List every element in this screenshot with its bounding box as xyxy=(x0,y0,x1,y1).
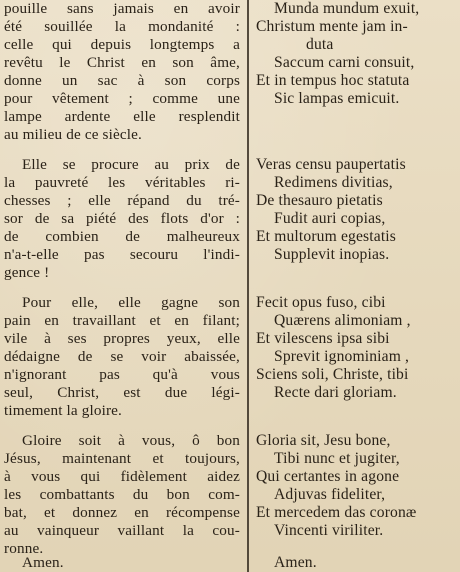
latin-line: Tibi nunc et jugiter, xyxy=(274,450,400,467)
latin-line: Sprevit ignominiam , xyxy=(274,348,410,365)
latin-line: Redimens divitias, xyxy=(274,174,393,191)
french-line: timement la gloire. xyxy=(4,402,122,419)
latin-amen: Amen. xyxy=(274,554,317,571)
latin-line: Fudit auri copias, xyxy=(274,210,386,227)
latin-line: Et mercedem das coronæ xyxy=(256,504,417,521)
latin-line: Et in tempus hoc statuta xyxy=(256,72,410,89)
french-line: de combien de malheureux xyxy=(4,228,240,245)
latin-line: Veras censu paupertatis xyxy=(256,156,406,173)
french-line: pouille sans jamais en avoir xyxy=(4,0,240,17)
latin-line: Recte dari gloriam. xyxy=(274,384,397,401)
french-line: au vainqueur vaillant la cou- xyxy=(4,522,240,539)
latin-line: Sic lampas emicuit. xyxy=(274,90,400,107)
latin-line: Gloria sit, Jesu bone, xyxy=(256,432,391,449)
french-line: ronne. xyxy=(4,540,44,557)
latin-line: Et multorum egestatis xyxy=(256,228,397,245)
french-line: sor de sa piété des flots d'or : xyxy=(4,210,240,227)
french-line: pour vêtement ; comme une xyxy=(4,90,240,107)
latin-line: Adjuvas fideliter, xyxy=(274,486,386,503)
french-line: les combattants du bon com- xyxy=(4,486,240,503)
french-line: bat, et donnez en récompense xyxy=(4,504,240,521)
french-line: Jésus, maintenant et toujours, xyxy=(4,450,240,467)
french-line: été souillée la mondanité : xyxy=(4,18,240,35)
latin-line: Saccum carni consuit, xyxy=(274,54,415,71)
latin-line: De thesauro pietatis xyxy=(256,192,383,209)
french-line: dédaigne de se voir abaissée, xyxy=(4,348,240,365)
french-line: au milieu de ce siècle. xyxy=(4,126,142,143)
french-line: Elle se procure au prix de xyxy=(22,156,240,173)
french-line: n'ignorant pas qu'à vous xyxy=(4,366,240,383)
french-line: donne un sac à son corps xyxy=(4,72,240,89)
latin-line: Qui certantes in agone xyxy=(256,468,400,485)
latin-line: Et vilescens ipsa sibi xyxy=(256,330,390,347)
french-line: n'a-t-elle pas secouru l'indi- xyxy=(4,246,240,263)
french-line: seul, Christ, est due légi- xyxy=(4,384,240,401)
french-line: Pour elle, elle gagne son xyxy=(22,294,240,311)
french-line: gence ! xyxy=(4,264,50,281)
latin-line: Quærens alimoniam , xyxy=(274,312,411,329)
latin-line: duta xyxy=(306,36,334,53)
latin-line: Munda mundum exuit, xyxy=(274,0,420,17)
french-line: pain en travaillant et en filant; xyxy=(4,312,240,329)
latin-line: Supplevit inopias. xyxy=(274,246,390,263)
latin-line: Vincenti viriliter. xyxy=(274,522,384,539)
french-line: chesses ; elle répand du tré- xyxy=(4,192,240,209)
french-line: celle qui depuis longtemps a xyxy=(4,36,240,53)
french-line: revêtu le Christ en son âme, xyxy=(4,54,240,71)
column-divider xyxy=(247,0,249,572)
latin-line: Fecit opus fuso, cibi xyxy=(256,294,386,311)
latin-line: Sciens soli, Christe, tibi xyxy=(256,366,409,383)
latin-line: Christum mente jam in- xyxy=(256,18,408,35)
french-line: la pauvreté les véritables ri- xyxy=(4,174,240,191)
french-line: lampe ardente elle resplendit xyxy=(4,108,240,125)
french-amen: Amen. xyxy=(22,554,64,571)
french-line: à vous qui fidèlement aidez xyxy=(4,468,240,485)
french-line: vile à ses propres yeux, elle xyxy=(4,330,240,347)
french-line: Gloire soit à vous, ô bon xyxy=(22,432,240,449)
